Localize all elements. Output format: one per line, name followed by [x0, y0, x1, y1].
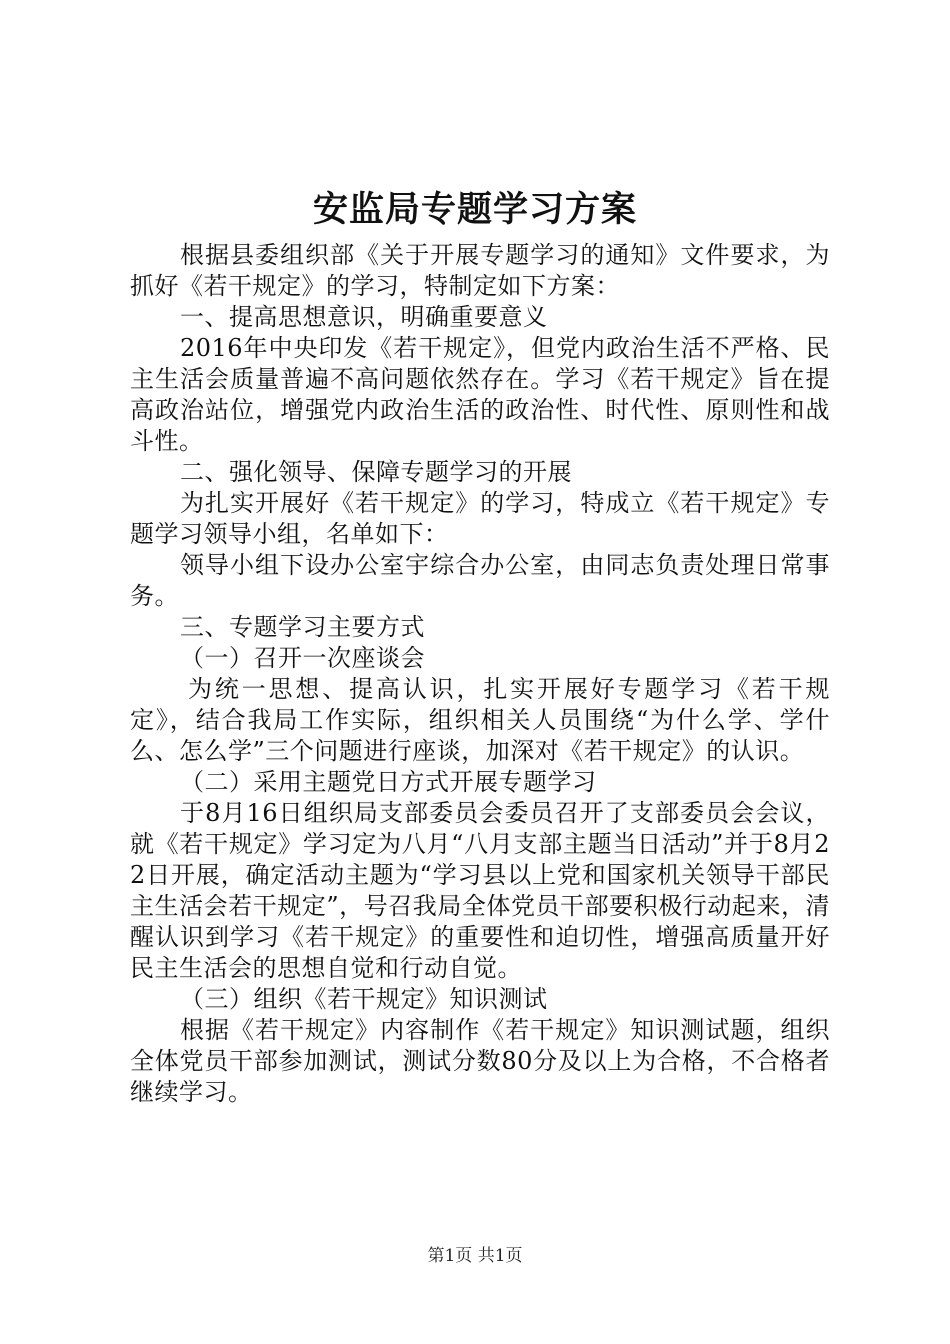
document-body — [130, 240, 830, 1108]
paragraph-section-1: 2016年中央印发《若干规定》，但党内政治生活不严格、民主生活会质量普遍不高问题依然存在。学习《若干规定》旨在提高政治站位，增强党内政治生活的政治性、时代性、原则性和战斗性。 — [130, 334, 830, 455]
heading-section-3: 三、专题学习主要方式 — [180, 613, 425, 641]
heading-section-2: 二、强化领导、保障专题学习的开展 — [180, 458, 572, 486]
subheading-3-1: （一）召开一次座谈会 — [180, 644, 425, 672]
heading-section-1: 一、提高思想意识，明确重要意义 — [180, 303, 548, 331]
document-title: 安监局专题学习方案 — [312, 189, 637, 230]
paragraph-section-2-a: 为扎实开展好《若干规定》的学习，特成立《若干规定》专题学习领导小组，名单如下： — [130, 489, 830, 548]
paragraph-intro: 根据县委组织部《关于开展专题学习的通知》文件要求，为抓好《若干规定》的学习，特制定如下方案： — [130, 241, 830, 300]
paragraph-3-2: 于8月16日组织局支部委员会委员召开了支部委员会会议，就《若干规定》学习定为八月“八月支部主题当日活动”并于8月22日开展，确定活动主题为“学习县以上党和国家机关领导干部民主生活会若干规定”，号召我局全体党员干部要积极行动起来，清醒认识到学习《若干规定》的重要性和迫切性，增强高质量开好民主生活会的思想自觉和行动自觉。 — [130, 799, 830, 982]
paragraph-3-1: 为统一思想、提高认识，扎实开展好专题学习《若干规定》，结合我局工作实际，组织相关人员围绕“为什么学、学什么、怎么学”三个问题进行座谈，加深对《若干规定》的认识。 — [130, 675, 830, 765]
paragraph-section-2-b: 领导小组下设办公室宇综合办公室，由同志负责处理日常事务。 — [130, 551, 830, 610]
page-footer: 第1页 共1页 — [427, 1246, 523, 1266]
paragraph-3-3: 根据《若干规定》内容制作《若干规定》知识测试题，组织全体党员干部参加测试，测试分数80分及以上为合格，不合格者继续学习。 — [130, 1016, 830, 1106]
subheading-3-2: （二）采用主题党日方式开展专题学习 — [180, 768, 597, 796]
subheading-3-3: （三）组织《若干规定》知识测试 — [180, 985, 548, 1013]
